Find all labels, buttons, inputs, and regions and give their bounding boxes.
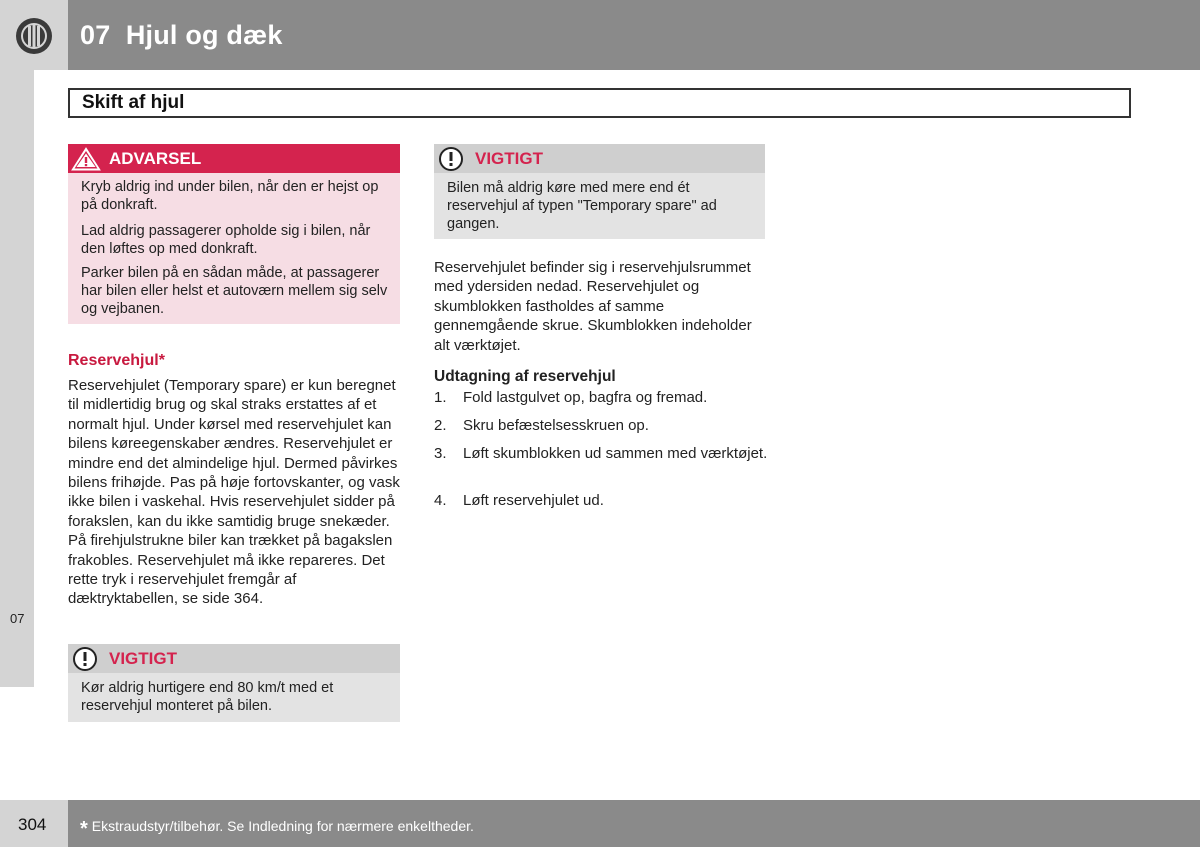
section-title: Skift af hjul (82, 92, 185, 113)
warning-paragraph-1: Kryb aldrig ind under bilen, når den er hejst op på donkraft. (81, 179, 379, 213)
side-chapter-number: 07 (10, 611, 25, 626)
warning-box (68, 144, 400, 324)
important-header-left (68, 644, 400, 673)
important-box-left (68, 644, 400, 722)
important-label-right: VIGTIGT (475, 149, 543, 168)
tire-icon (15, 17, 53, 55)
step-text: Fold lastgulvet op, bagfra og fremad. (463, 389, 708, 406)
important-box-right (434, 144, 765, 239)
step-number: 3. (434, 445, 447, 462)
important-label-left: VIGTIGT (109, 649, 177, 668)
section-title-box (68, 88, 1131, 118)
steps-subheading: Udtagning af reservehjul (434, 368, 616, 385)
warning-label: ADVARSEL (109, 149, 202, 168)
step-number: 4. (434, 492, 447, 509)
side-chapter-tab (0, 70, 34, 687)
list-item (434, 388, 774, 408)
step-text: Løft reservehjulet ud. (463, 492, 604, 509)
footnote-text: Ekstraudstyr/tilbehør. Se Indledning for nærmere enkeltheder. (91, 818, 474, 834)
list-item (434, 416, 774, 436)
footnote (80, 818, 474, 841)
step-text: Løft skumblokken ud sammen med værktøjet. (463, 445, 768, 462)
warning-paragraph-2: Lad aldrig passagerer opholde sig i bilen, når den løftes op med donkraft. (81, 223, 371, 257)
step-number: 2. (434, 417, 447, 434)
exclamation-circle-icon (438, 146, 464, 172)
warning-paragraph-3: Parker bilen på en sådan måde, at passagerer har bilen eller helst et autoværn mellem sig selv og vejbanen. (81, 265, 388, 317)
reservehjul-body: Reservehjulet (Temporary spare) er kun beregnet til midlertidig brug og skal straks erstattes af et normalt hjul. Under kørsel med reservehjulet kan bilens køreegenskaber ændres. Reservehjulet er mindre end det almindelige hjul. Dermed påvirkes bilens frihøjde. Pas på høje fortovskanter, og vask ikke bilen i vaskehal. Hvis reservehjulet sidder på forakslen, kan du ikke samtidig bruge snekæder. På firehjulstrukne biler kan trækket på bagakslen frakobles. Reservehjulet må ikke repareres. Det rette tryk i reservehjulet fremgår af dæktryktabellen, se side 364. (68, 377, 400, 608)
important-text-right: Bilen må aldrig køre med mere end ét reservehjul af typen "Temporary spare" ad gangen. (447, 180, 717, 232)
chapter-title: 07 Hjul og dæk (80, 20, 283, 50)
right-intro-paragraph: Reservehjulet befinder sig i reservehjulsrummet med ydersiden nedad. Reservehjulet og skumblokken fastholdes af samme gennemgående skrue. Skumblokken indeholder alt værktøjet. (434, 259, 752, 354)
warning-triangle-icon (70, 146, 102, 172)
list-item (434, 444, 774, 484)
step-number: 1. (434, 389, 447, 406)
exclamation-circle-icon (72, 646, 98, 672)
footnote-star: * (80, 818, 88, 840)
important-header-right (434, 144, 765, 173)
reservehjul-heading: Reservehjul* (68, 352, 165, 369)
step-text: Skru befæstelsesskruen op. (463, 417, 649, 434)
important-text-left: Kør aldrig hurtigere end 80 km/t med et reservehjul monteret på bilen. (81, 680, 334, 714)
page-number: 304 (18, 815, 47, 834)
chapter-icon-tab (0, 0, 68, 70)
list-item (434, 491, 774, 511)
warning-header (68, 144, 400, 173)
